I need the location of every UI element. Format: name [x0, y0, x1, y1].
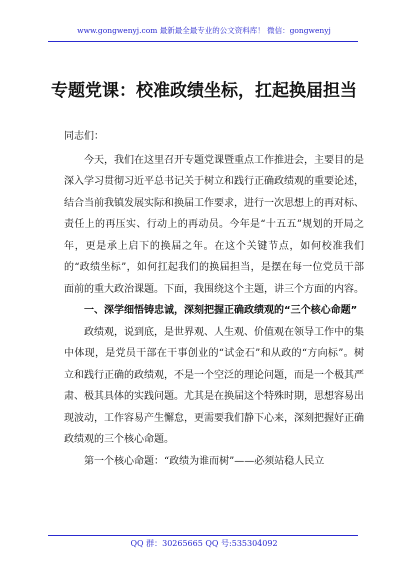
paragraph-political-view: 政绩观，说到底，是世界观、人生观、价值观在领导工作中的集中体现，是党员干部在干事创业的“试金石”和从政的“方向标”。树立和践行正确的政绩观，不是一个空泛的理论问题，而是一个极其严肃、极其具体的实践问题。尤其是在换届这个特殊时期，思想容易出现波动，工作容易产生懈怠，更需要我们静下心来，深刻把握好正确政绩观的三个核心命题。 — [64, 326, 364, 445]
section-heading-1: 一、深学细悟铸忠诚，深刻把握正确政绩观的“三个核心命题” — [84, 305, 358, 316]
salutation: 同志们： — [64, 131, 104, 142]
site-footer: QQ 群：30265665 QQ 号:535304092 — [130, 539, 278, 548]
paragraph-first-proposition: 第一个核心命题：“政绩为谁而树”——必须站稳人民立 — [84, 455, 325, 467]
header-divider — [48, 41, 358, 42]
paragraph-intro: 今天，我们在这里召开专题党课暨重点工作推进会，主要目的是深入学习贯彻习近平总书记关于树立和践行正确政绩观的重要论述，结合当前我镇发展实际和换届工作要求，进行一次思想上的再对标、责任上的再压实、行动上的再动员。今年是“十五五”规划的开局之年，更是承上启下的换届之年。在这个关键节点，如何校准我们的“政绩坐标”，如何扛起我们的换届担当，是摆在每一位党员干部面前的重大政治课题。下面，我围绕这个主题，讲三个方面的内容。 — [64, 154, 364, 295]
document-title: 专题党课：校准政绩坐标，扛起换届担当 — [51, 81, 357, 101]
document-body — [64, 126, 364, 472]
site-header[interactable]: www.gongwenyj.com 最新最全最专业的公文资料库！ 微信：gongwenyj — [77, 26, 331, 35]
footer-divider — [48, 535, 358, 536]
